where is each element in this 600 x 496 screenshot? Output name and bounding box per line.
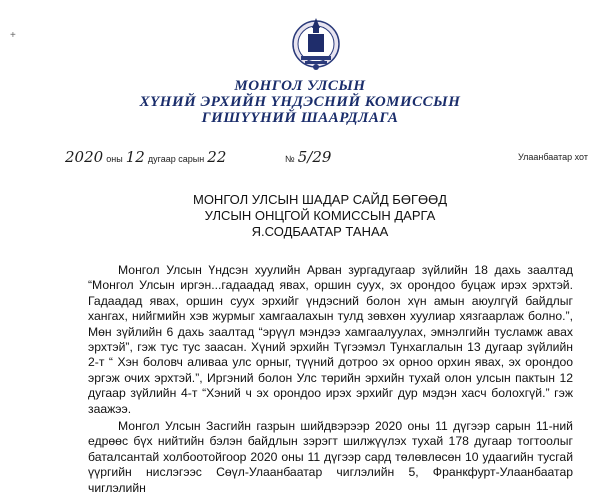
corner-mark: + — [10, 30, 16, 41]
org-title-line1: МОНГОЛ УЛСЫН — [234, 78, 366, 94]
soyombo-emblem-icon — [291, 14, 341, 72]
date-month: 12 — [125, 148, 145, 166]
addressee-line2: УЛСЫН ОНЦГОЙ КОМИССЫН ДАРГА — [204, 208, 436, 223]
date-month-label: дугаар сарын — [147, 154, 205, 164]
body-paragraph-2 — [88, 419, 573, 496]
document-city: Улаанбаатар хот — [518, 152, 588, 162]
paragraph-2-text: Монгол Улсын Засгийн газрын шийдвэрээр 2020 оны 11 дүгээр сарын 11-ний едрөөс бүх нийтийн бэлэн байдлын зэрэгт шилжүүлэх тухай 178 дугаар тогтоолыг баталсантай холбоотойгоор 2020 оны 11 дүгээр сард төлөвлөсөн 10 удаагийн тусгай үүргийн нислэгээс Сөүл-Улаанбаатар чиглэлийн 5, Франкфурт-Улаанбаатар чиглэлийн — [88, 419, 573, 495]
date-year: 2020 — [65, 148, 104, 166]
body-paragraph-1 — [88, 263, 573, 417]
org-title-line2: ХҮНИЙ ЭРХИЙН ҮНДЭСНИЙ КОМИССЫН — [139, 94, 461, 110]
addressee-line1: МОНГОЛ УЛСЫН ШАДАР САЙД БӨГӨӨД — [192, 192, 448, 207]
document-date — [65, 148, 226, 166]
addressee-line3: Я.СОДБААТАР ТАНАА — [251, 224, 389, 239]
document-number — [285, 148, 331, 166]
date-day: 22 — [207, 148, 227, 166]
number-value: 5/29 — [297, 148, 332, 166]
org-title-line3: ГИШҮҮНИЙ ШААРДЛАГА — [201, 110, 399, 126]
number-label: № — [285, 154, 295, 164]
paragraph-1-text: Монгол Улсын Үндсэн хуулийн Арван зургадугаар зүйлийн 18 дахь заалтад “Монгол Улсын иргэн...гадаадад явах, оршин суух, эх орондоо буцаж ирэх эрхтэй. Гадаадад явах, оршин суух эрхийг үндэсний болон хүн амын аюулгүй байдлыг хангах, нийгмийн хэв журмыг хамгаалахын тулд зөвхөн хуулиар хязгаарлаж болно.”, Мөн зүйлийн 6 дахь заалтад “эрүүл мэндээ хамгаалуулах, эмнэлгийн тусламж авах эрхтэй”, гэж тус тус заасан. Хүний эрхийн Түгээмэл Тунхаглалын 13 дугаар зүйлийн 2-т “ Хэн боловч аливаа улс орныг, түүний дотроо эх орноо орхин явах, эх орондоо эргэж очих эрхтэй.”, Иргэний болон Улс төрийн эрхийн тухай олон улсын пактын 12 дугаар зүйлийн 4-т “Хэний ч эх орондоо ирэх эрхийг дур мэдэн хасч болохгүй.” гэж заажээ. — [88, 263, 573, 416]
date-year-suffix: оны — [106, 154, 123, 164]
